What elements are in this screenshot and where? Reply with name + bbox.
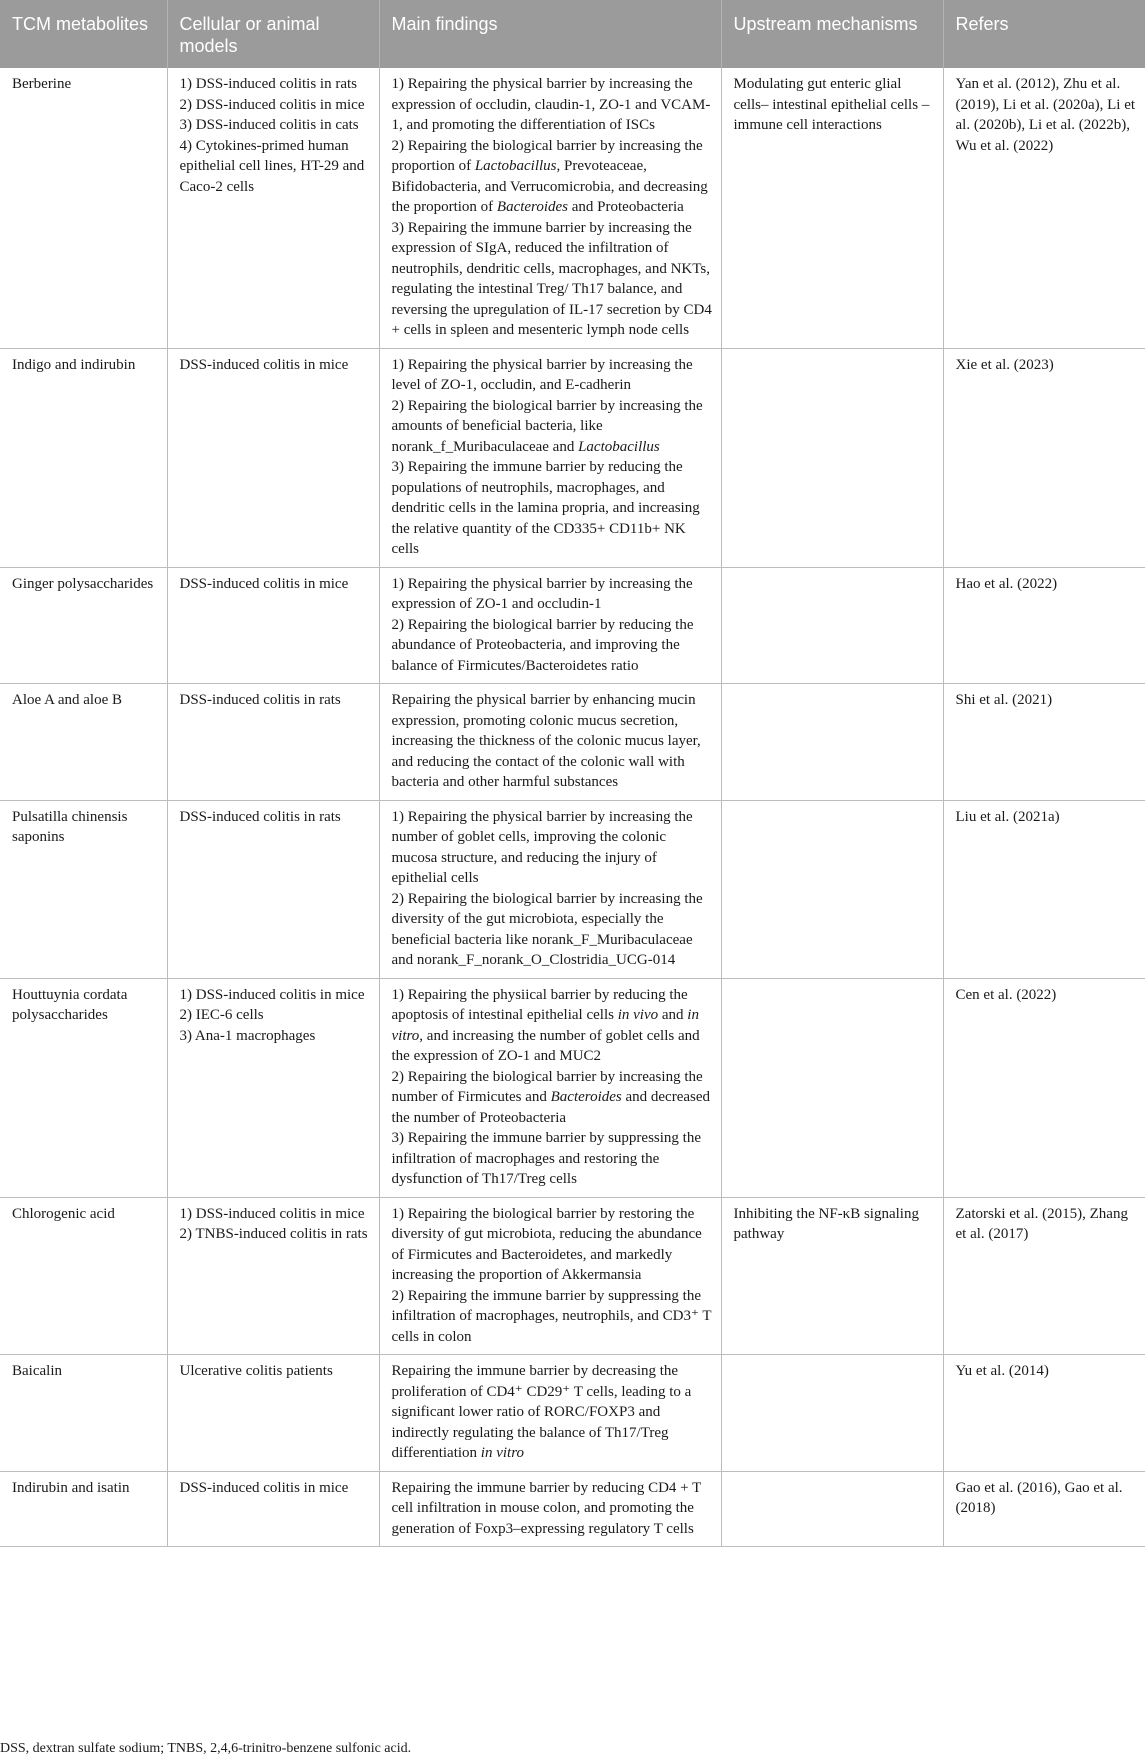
finding-italic-term: in vitro <box>391 1007 699 1044</box>
table-header-row <box>0 0 1145 68</box>
finding-text: 2) Repairing the biological barrier by increasing the amounts of beneficial bacteria, like norank_f_Muribaculaceae and <box>391 397 703 455</box>
finding-item <box>392 136 713 218</box>
finding-item <box>392 985 713 1067</box>
finding-italic-term: Bacteroides <box>496 199 568 215</box>
cell-models <box>167 348 379 567</box>
cell-findings <box>379 567 721 684</box>
finding-item <box>392 1204 713 1286</box>
cell-models <box>167 1197 379 1355</box>
finding-item <box>392 1361 713 1464</box>
cell-models <box>167 684 379 801</box>
finding-text: and decreased the number of Proteobacteria <box>391 1089 711 1126</box>
finding-item <box>392 1067 713 1129</box>
cell-upstream <box>721 684 943 801</box>
cell-upstream <box>721 978 943 1197</box>
table-row <box>0 348 1145 567</box>
finding-item <box>392 615 713 677</box>
table-row <box>0 68 1145 348</box>
cell-refers: Liu et al. (2021a) <box>943 800 1145 978</box>
finding-text: 1) Repairing the physical barrier by increasing the number of goblet cells, improving the colonic mucosa structure, and reducing the injury of epithelial cells <box>391 808 693 886</box>
table-row <box>0 1197 1145 1355</box>
finding-text: 2) Repairing the immune barrier by suppressing the infiltration of macrophages, neutrophils, and CD3⁺ T cells in colon <box>391 1287 712 1345</box>
finding-text: and Proteobacteria <box>568 199 684 215</box>
cell-refers: Yu et al. (2014) <box>943 1355 1145 1472</box>
model-item: DSS-induced colitis in mice <box>179 1479 349 1496</box>
cell-metabolite: Chlorogenic acid <box>0 1197 167 1355</box>
finding-text: 2) Repairing the biological barrier by increasing the diversity of the gut microbiota, especially the beneficial bacteria like norank_F_Muribaculaceae and norank_F_norank_O_Clostridia_UCG-014 <box>391 890 703 968</box>
finding-item <box>392 218 713 341</box>
cell-refers: Xie et al. (2023) <box>943 348 1145 567</box>
finding-item <box>392 1286 713 1348</box>
finding-text: 3) Repairing the immune barrier by increasing the expression of SIgA, reduced the infiltration of neutrophils, dendritic cells, macrophages, and NKTs, regulating the intestinal Treg/ Th17 balance, and reversing the upregulation of IL-17 secretion by CD4 + cells in spleen and mesenteric lymph node cells <box>391 219 712 338</box>
cell-refers: Gao et al. (2016), Gao et al. (2018) <box>943 1471 1145 1547</box>
finding-text: 1) Repairing the physiical barrier by reducing the apoptosis of intestinal epithelial cells <box>391 986 688 1023</box>
model-item: 1) DSS-induced colitis in mice <box>179 1205 365 1222</box>
finding-text: 1) Repairing the biological barrier by restoring the diversity of gut microbiota, reducing the abundance of Firmicutes and Bacteroidetes, and markedly increasing the proportion of Akkermansia <box>391 1205 702 1283</box>
finding-item <box>392 355 713 396</box>
model-item: 4) Cytokines-primed human epithelial cell lines, HT-29 and Caco-2 cells <box>179 137 365 195</box>
cell-models <box>167 567 379 684</box>
table-body <box>0 68 1145 1547</box>
finding-item <box>392 74 713 136</box>
finding-item <box>392 574 713 615</box>
finding-text: 1) Repairing the physical barrier by increasing the expression of ZO-1 and occludin-1 <box>391 575 693 612</box>
finding-italic-term: in vitro <box>480 1445 524 1461</box>
cell-refers: Zatorski et al. (2015), Zhang et al. (2017) <box>943 1197 1145 1355</box>
finding-item <box>392 807 713 889</box>
header-main-findings: Main findings <box>379 0 721 68</box>
cell-findings <box>379 684 721 801</box>
finding-text: 1) Repairing the physical barrier by increasing the expression of occludin, claudin-1, ZO-1 and VCAM-1, and promoting the differentiation of ISCs <box>391 76 711 133</box>
finding-item <box>392 690 713 793</box>
cell-refers: Shi et al. (2021) <box>943 684 1145 801</box>
model-item: 3) Ana-1 macrophages <box>179 1027 316 1044</box>
model-item: 2) DSS-induced colitis in mice <box>179 96 365 113</box>
cell-models <box>167 800 379 978</box>
cell-findings <box>379 68 721 348</box>
finding-text: 1) Repairing the physical barrier by increasing the level of ZO-1, occludin, and E-cadherin <box>391 356 693 393</box>
finding-italic-term: Lactobacillus <box>474 158 557 174</box>
cell-upstream <box>721 1471 943 1547</box>
finding-item <box>392 1128 713 1190</box>
finding-text: , Prevoteaceae, Bifidobacteria, and Verrucomicrobia, and decreasing the proportion of <box>391 158 708 215</box>
finding-text: 2) Repairing the biological barrier by increasing the proportion of <box>391 137 703 174</box>
cell-upstream <box>721 348 943 567</box>
model-item: DSS-induced colitis in mice <box>179 356 349 373</box>
model-item: 1) DSS-induced colitis in rats <box>179 76 357 92</box>
cell-findings <box>379 1197 721 1355</box>
finding-text: Repairing the immune barrier by decreasing the proliferation of CD4⁺ CD29⁺ T cells, leading to a significant lower ratio of RORC/FOXP3 and indirectly regulating the balance of Th17/Treg differentiation <box>391 1363 692 1461</box>
header-tcm-metabolites: TCM metabolites <box>0 0 167 68</box>
cell-findings <box>379 348 721 567</box>
finding-text: 3) Repairing the immune barrier by suppressing the infiltration of macrophages and restoring the dysfunction of Th17/Treg cells <box>391 1130 702 1187</box>
cell-metabolite: Aloe A and aloe B <box>0 684 167 801</box>
finding-text: Repairing the physical barrier by enhancing mucin expression, promoting colonic mucus secretion, increasing the thickness of the colonic mucus layer, and reducing the contact of the colonic wall with bacteria and other harmful substances <box>391 692 701 790</box>
cell-findings <box>379 978 721 1197</box>
header-refers: Refers <box>943 0 1145 68</box>
finding-text: and <box>658 1007 688 1023</box>
cell-upstream <box>721 1355 943 1472</box>
cell-metabolite: Ginger polysaccharides <box>0 567 167 684</box>
table-footnote: DSS, dextran sulfate sodium; TNBS, 2,4,6-trinitro-benzene sulfonic acid. <box>0 1741 412 1756</box>
finding-item <box>392 396 713 458</box>
cell-upstream <box>721 567 943 684</box>
finding-text: 3) Repairing the immune barrier by reducing the populations of neutrophils, macrophages, and dendritic cells in the lamina propria, and increasing the relative quantity of the CD335+ CD11b+ NK cells <box>391 459 700 557</box>
table-row <box>0 800 1145 978</box>
model-item: DSS-induced colitis in rats <box>179 692 341 708</box>
cell-metabolite: Pulsatilla chinensis saponins <box>0 800 167 978</box>
finding-text: 2) Repairing the biological barrier by reducing the abundance of Proteobacteria, and improving the balance of Firmicutes/Bacteroidetes ratio <box>391 616 694 674</box>
finding-item <box>392 889 713 971</box>
model-item: 3) DSS-induced colitis in cats <box>179 117 359 133</box>
model-item: Ulcerative colitis patients <box>179 1363 333 1379</box>
cell-metabolite: Indirubin and isatin <box>0 1471 167 1547</box>
cell-upstream <box>721 800 943 978</box>
model-item: 2) TNBS-induced colitis in rats <box>179 1226 368 1242</box>
finding-italic-term: Lactobacillus <box>578 438 660 455</box>
model-item: DSS-induced colitis in mice <box>179 575 349 592</box>
cell-refers: Cen et al. (2022) <box>943 978 1145 1197</box>
table-row <box>0 1355 1145 1472</box>
finding-italic-term: in vivo <box>617 1007 659 1023</box>
header-models: Cellular or animal models <box>167 0 379 68</box>
cell-metabolite: Indigo and indirubin <box>0 348 167 567</box>
cell-findings <box>379 800 721 978</box>
model-item: 2) IEC-6 cells <box>179 1007 264 1023</box>
cell-refers: Hao et al. (2022) <box>943 567 1145 684</box>
model-item: DSS-induced colitis in rats <box>179 808 341 825</box>
cell-findings <box>379 1471 721 1547</box>
model-item: 1) DSS-induced colitis in mice <box>179 986 365 1003</box>
table-row <box>0 1471 1145 1547</box>
table-row <box>0 978 1145 1197</box>
cell-metabolite: Houttuynia cordata polysaccharides <box>0 978 167 1197</box>
finding-text: Repairing the immune barrier by reducing CD4 + T cell infiltration in mouse colon, and promoting the generation of Foxp3–expressing regulatory T cells <box>391 1479 701 1537</box>
header-upstream-mechanisms: Upstream mechanisms <box>721 0 943 68</box>
table-row <box>0 684 1145 801</box>
finding-item <box>392 457 713 560</box>
finding-italic-term: Bacteroides <box>550 1089 622 1105</box>
cell-refers: Yan et al. (2012), Zhu et al. (2019), Li et al. (2020a), Li et al. (2020b), Li et al. (2022b), Wu et al. (2022) <box>943 68 1145 348</box>
table-row <box>0 567 1145 684</box>
cell-models <box>167 1471 379 1547</box>
cell-models <box>167 1355 379 1472</box>
finding-text: , and increasing the number of goblet cells and the expression of ZO-1 and MUC2 <box>391 1027 700 1064</box>
cell-findings <box>379 1355 721 1472</box>
finding-text: 2) Repairing the biological barrier by increasing the number of Firmicutes and <box>391 1068 703 1105</box>
cell-upstream: Inhibiting the NF-κB signaling pathway <box>721 1197 943 1355</box>
cell-models <box>167 68 379 348</box>
cell-models <box>167 978 379 1197</box>
cell-metabolite: Baicalin <box>0 1355 167 1472</box>
cell-upstream: Modulating gut enteric glial cells– intestinal epithelial cells –immune cell interactions <box>721 68 943 348</box>
finding-item <box>392 1478 713 1540</box>
cell-metabolite: Berberine <box>0 68 167 348</box>
